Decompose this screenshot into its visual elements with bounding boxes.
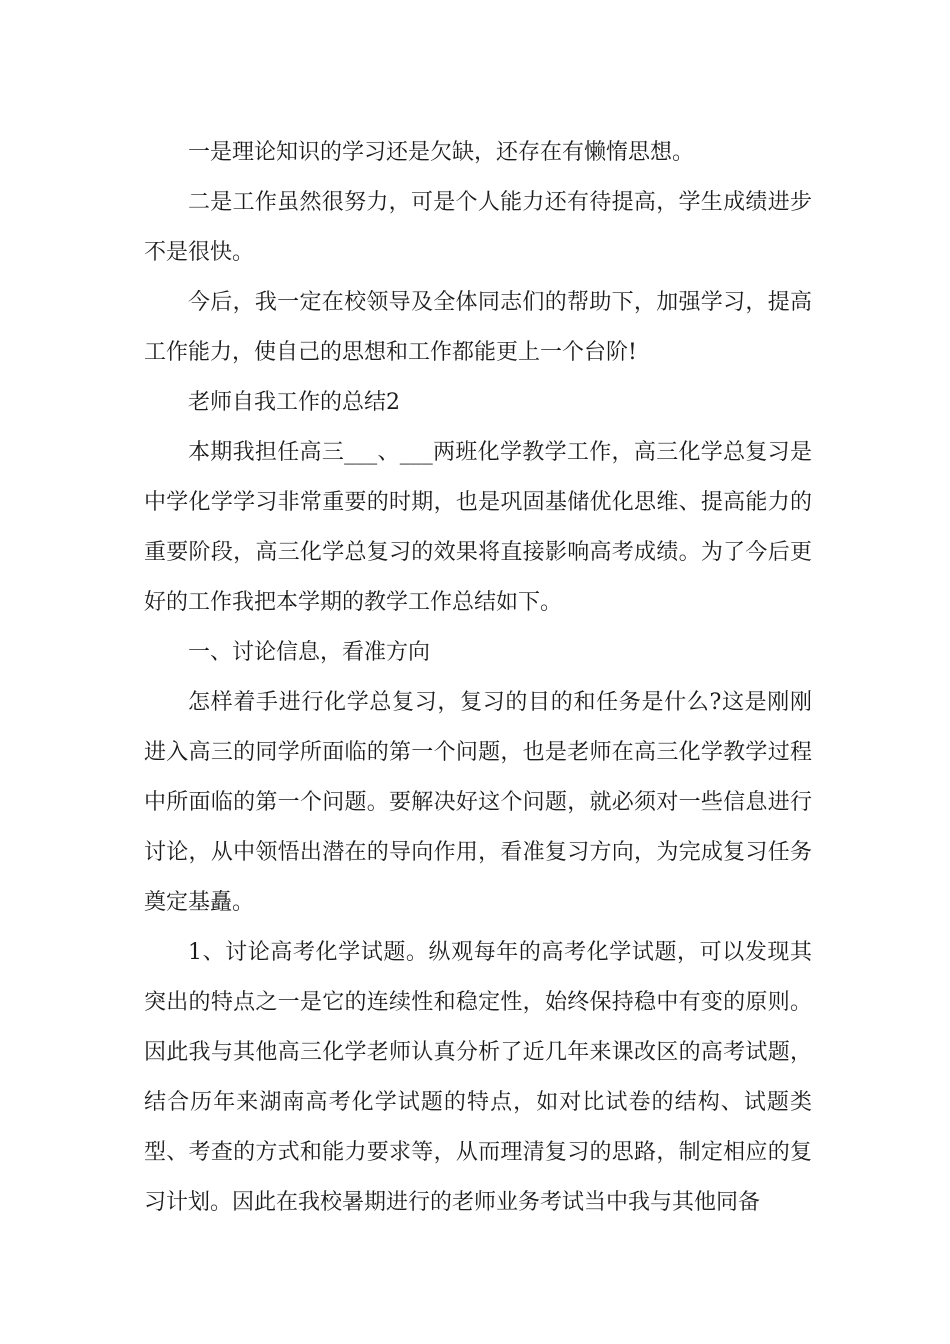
paragraph: 怎样着手进行化学总复习，复习的目的和任务是什么?这是刚刚进入高三的同学所面临的第一个问题，也是老师在高三化学教学过程中所面临的第一个问题。要解决好这个问题，就必须对一些信息进行讨论，从中领悟出潜在的导向作用，看准复习方向，为完成复习任务奠定基矗。 [144,690,812,915]
paragraph: 今后，我一定在校领导及全体同志们的帮助下，加强学习，提高工作能力，使自己的思想和工作都能更上一个台阶! [144,290,812,365]
paragraph: 二是工作虽然很努力，可是个人能力还有待提高，学生成绩进步不是很快。 [144,190,812,265]
document-body [144,128,812,1228]
paragraph: 本期我担任高三___、___两班化学教学工作，高三化学总复习是中学化学学习非常重要的时期，也是巩固基储优化思维、提高能力的重要阶段，高三化学总复习的效果将直接影响高考成绩。为了今后更好的工作我把本学期的教学工作总结如下。 [144,440,812,615]
paragraph: 1、讨论高考化学试题。纵观每年的高考化学试题，可以发现其突出的特点之一是它的连续性和稳定性，始终保持稳中有变的原则。因此我与其他高三化学老师认真分析了近几年来课改区的高考试题，结合历年来湖南高考化学试题的特点，如对比试卷的结构、试题类型、考查的方式和能力要求等，从而理清复习的思路，制定相应的复习计划。因此在我校暑期进行的老师业务考试当中我与其他同备 [144,940,812,1215]
paragraph: 一是理论知识的学习还是欠缺，还存在有懒惰思想。 [188,140,695,165]
section-title: 老师自我工作的总结2 [188,390,400,415]
section-heading: 一、讨论信息，看准方向 [188,640,431,665]
